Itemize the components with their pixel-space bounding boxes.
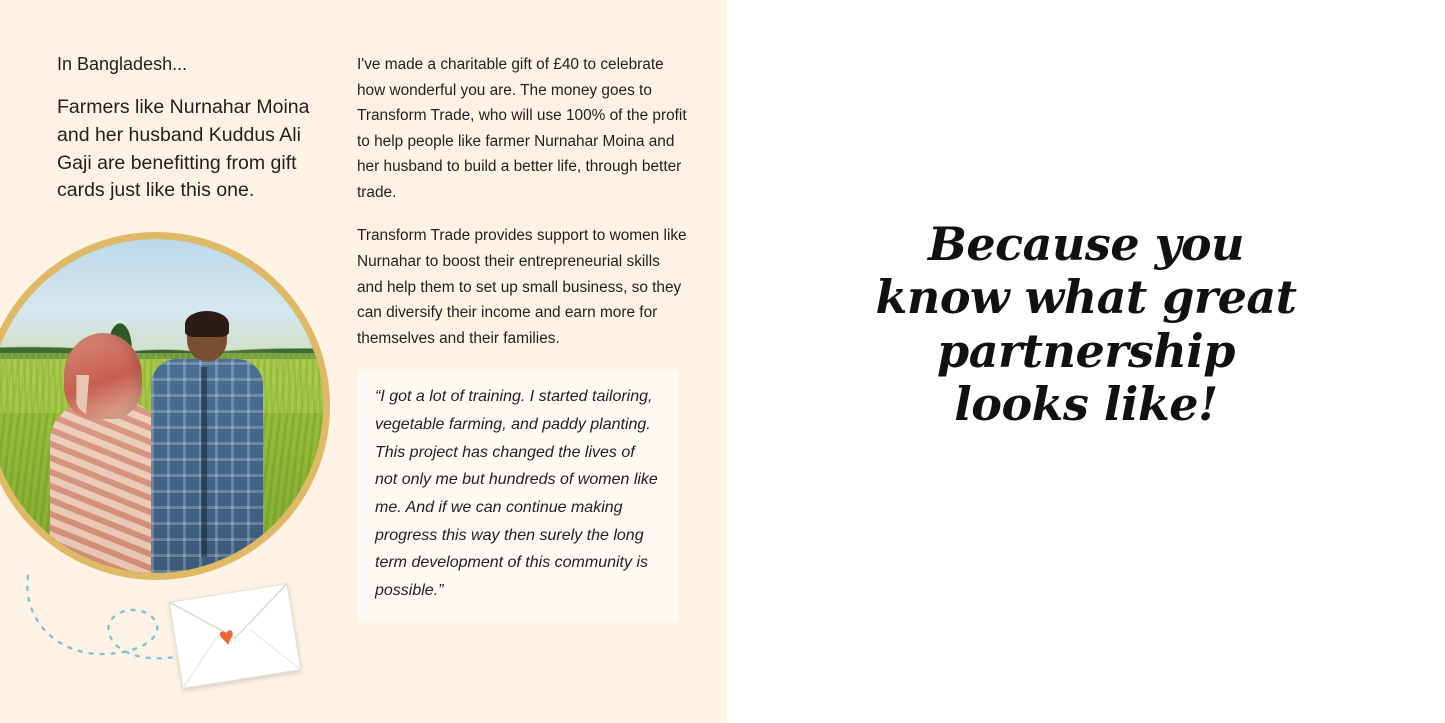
heart-icon: ♥ [216, 620, 237, 653]
middle-text-column [357, 52, 687, 623]
photo-image [0, 239, 323, 573]
photo-woman-farmer [42, 325, 166, 573]
right-page-panel [727, 0, 1445, 723]
man-shirt [151, 359, 263, 573]
man-hair [185, 311, 229, 337]
headline-line-3: partnership [937, 323, 1235, 378]
woman-sari [50, 403, 158, 573]
envelope-with-heart-icon [169, 583, 301, 689]
body-paragraph-1: I've made a charitable gift of £40 to celebrate how wonderful you are. The money goes to Transform Trade, who will use 100% of the profit to help people like farmer Nurnahar Moina and her husband to build a better life, through better trade. [357, 56, 687, 201]
left-text-column [57, 52, 335, 205]
envelope-flap [169, 583, 301, 689]
kicker-text: In Bangladesh... [57, 54, 188, 74]
headline-line-4: looks like! [954, 377, 1218, 432]
headline-line-2: know what great [875, 270, 1297, 325]
man-shirt-placket [201, 367, 207, 557]
farmers-photo [0, 232, 330, 580]
testimonial-quote-text: “I got a lot of training. I started tailoring, vegetable farming, and paddy planting. This project has changed the lives of not only me but hundreds of women like me. And if we can continue making progress this way then surely the long term development of this community is possible.” [375, 388, 658, 599]
script-headline [806, 218, 1366, 431]
headline-line-1: Because you [928, 217, 1244, 271]
photo-gold-ring [0, 232, 330, 580]
woman-headscarf [64, 333, 142, 419]
testimonial-quote-box [357, 369, 679, 622]
body-paragraph-2: Transform Trade provides support to women like Nurnahar to boost their entrepreneurial skills and help them to set up small business, so they can diversify their income and earn more for themselves and their families. [357, 227, 687, 347]
photo-man-farmer [149, 311, 265, 573]
lede-paragraph: Farmers like Nurnahar Moina and her husband Kuddus Ali Gaji are benefitting from gift cards just like this one. [57, 96, 310, 202]
